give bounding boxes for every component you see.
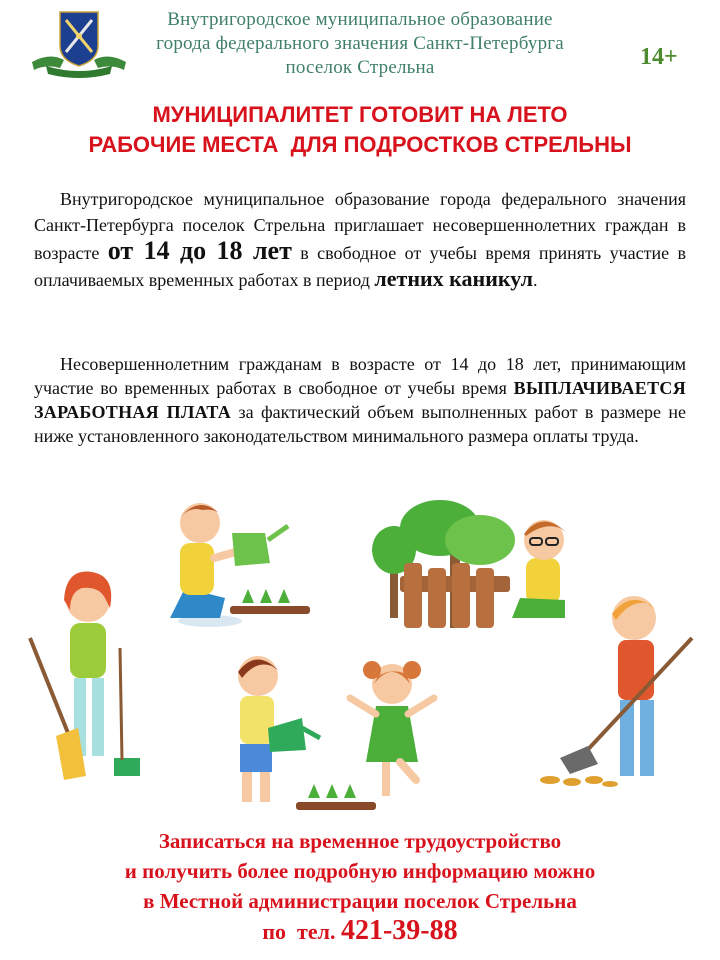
age-rating-badge: 14+ xyxy=(640,44,678,70)
invitation-paragraph xyxy=(34,186,686,293)
contact-footer xyxy=(40,826,680,947)
salary-paragraph xyxy=(34,352,686,448)
header-line-1: Внутригородское муниципальное образование xyxy=(167,9,553,30)
municipality-header xyxy=(120,8,600,80)
header-line-2: города федерального значения Санкт-Петербурга xyxy=(156,33,564,54)
coat-of-arms-logo xyxy=(30,8,128,80)
page-title xyxy=(40,100,680,160)
paragraph1-text-2: в свободное от учебы время принять участие в оплачиваемых временных работах в период xyxy=(34,243,686,290)
paragraph1-text-1: Внутригородское муниципальное образование города федерального значения Санкт-Петербурга поселок Стрельна приглашает несовершеннолетних граждан в возрасте xyxy=(34,189,686,263)
footer-line-1: Записаться на временное трудоустройство xyxy=(158,829,562,853)
trees-and-fence-figure xyxy=(372,500,566,628)
title-line-2: РАБОЧИЕ МЕСТА ДЛЯ ПОДРОСТКОВ СТРЕЛЬНЫ xyxy=(88,132,632,157)
dancing-girl-figure xyxy=(350,661,434,796)
age-range-highlight: от 14 до 18 лет xyxy=(107,236,292,265)
footer-line-3: в Местной администрации поселок Стрельна xyxy=(143,889,577,913)
paragraph2-text-1: Несовершеннолетним гражданам в возрасте от 14 до 18 лет, принимающим участие во временных работах в свободное от учебы время xyxy=(34,354,686,398)
boy-watering-plants-figure xyxy=(238,656,376,810)
header-line-3: поселок Стрельна xyxy=(285,57,435,78)
kneeling-boy-watering-figure xyxy=(170,503,310,627)
paragraph1-text-3: . xyxy=(533,270,538,290)
phone-line xyxy=(40,916,680,947)
phone-prefix: по тел. xyxy=(262,919,341,944)
boy-with-rake-figure xyxy=(540,596,692,787)
summer-holidays-highlight: летних каникул xyxy=(374,266,534,291)
title-line-1: МУНИЦИПАЛИТЕТ ГОТОВИТ НА ЛЕТО xyxy=(152,102,568,127)
salary-highlight: ВЫПЛАЧИВАЕТСЯ ЗАРАБОТНАЯ ПЛАТА xyxy=(34,378,686,422)
phone-number: 421-39-88 xyxy=(340,915,458,946)
paragraph2-text-2: за фактический объем выполненных работ в размере не ниже установленного законодательством минимального размера оплаты труда. xyxy=(34,402,686,446)
footer-line-2: и получить более подробную информацию можно xyxy=(124,859,596,883)
girl-with-broom-figure xyxy=(30,572,140,780)
children-gardening-illustration xyxy=(20,488,710,823)
